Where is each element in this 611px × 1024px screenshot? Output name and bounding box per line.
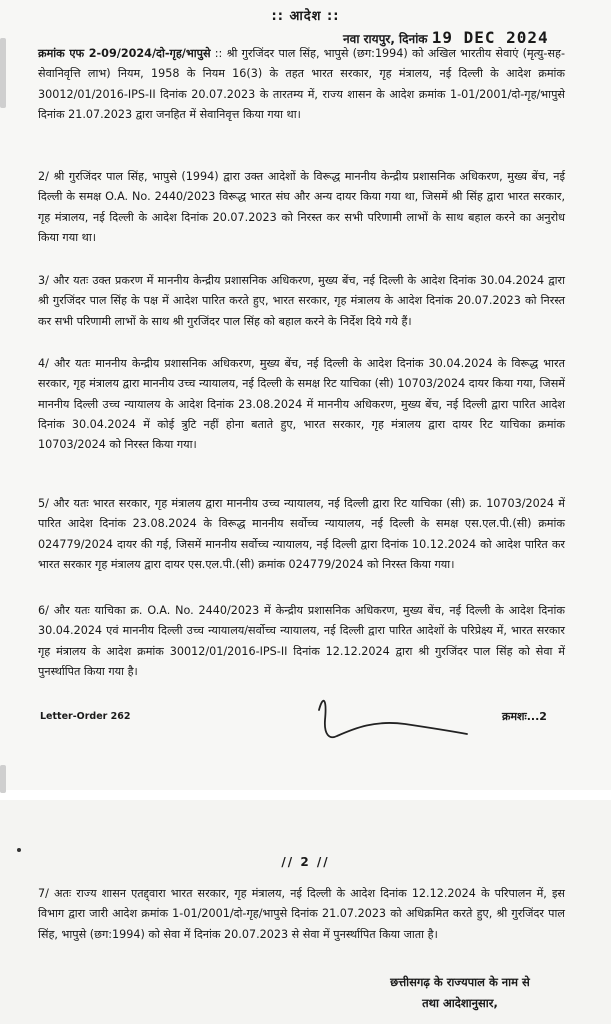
paragraph-2: 2/ श्री गुरजिंदर पाल सिंह, भापुसे (1994) द्वारा उक्त आदेशों के विरूद्ध माननीय केन्द्रीय प्रशासनिक अधिकरण, मुख्य बेंच, नई दिल्ली के समक्ष O.A. No. 2440/2023 विरूद्ध भारत संघ और अन्य दायर किया गया था, जिसमें श्री सिंह द्वारा भारत सरकार, गृह मंत्रालय, नई दिल्ली के आदेश दिनांक 20.07.2023 को निरस्त कर सभी परिणामी लाभों के साथ बहाल करने का अनुरोध किया गया था। bbox=[38, 170, 565, 244]
signoff-line-2: तथा आदेशानुसार, bbox=[422, 996, 498, 1010]
paragraph-6: 6/ और यतः याचिका क्र. O.A. No. 2440/2023 में केन्द्रीय प्रशासनिक अधिकरण, मुख्य बेंच, नई दिल्ली के आदेश दिनांक 30.04.2024 एवं माननीय दिल्ली उच्च न्यायालय/सर्वोच्च न्यायालय, नई दिल्ली द्वारा पारित आदेशों के परिप्रेक्ष्य में, भारत सरकार गृह मंत्रालय के आदेश क्रमांक 30012/01/2016-IPS-II दिनांक 12.12.2024 द्वारा श्री गुरजिंदर पाल सिंह को सेवा में पुनर्स्थापित किया गया है। bbox=[38, 604, 565, 678]
paragraph-3: 3/ और यतः उक्त प्रकरण में माननीय केन्द्रीय प्रशासनिक अधिकरण, मुख्य बेंच, नई दिल्ली के आदेश दिनांक 30.04.2024 द्वारा श्री गुरजिंदर पाल सिंह के पक्ष में आदेश पारित करते हुए, भारत सरकार, गृह मंत्रालय के आदेश दिनांक 20.07.2023 को निरस्त कर सभी परिणामी लाभों के साथ श्री गुरजिंदर पाल सिंह को बहाल करने के निर्देश दिये गये हैं। bbox=[38, 274, 565, 328]
page-number: // 2 // bbox=[281, 855, 330, 869]
scan-edge-mark bbox=[0, 765, 6, 793]
signature bbox=[315, 690, 475, 750]
handwritten-date: 19 DEC 2024 bbox=[431, 28, 549, 47]
page-gap bbox=[0, 790, 611, 800]
paragraph-7: 7/ अतः राज्य शासन एतद्द्वारा भारत सरकार, गृह मंत्रालय, नई दिल्ली के आदेश दिनांक 12.12.2024 के परिपालन में, इस विभाग द्वारा जारी आदेश क्रमांक 1-01/2001/दो-गृह/भापुसे दिनांक 21.07.2023 को अधिक्रमित करते हुए, श्री गुरजिंदर पाल सिंह, भापुसे (छग:1994) को सेवा में दिनांक 20.07.2023 से सेवा में पुनर्स्थापित किया जाता है। bbox=[38, 887, 565, 941]
continued-note: क्रमशः...2 bbox=[502, 710, 547, 723]
order-title: :: आदेश :: bbox=[271, 9, 340, 24]
letter-order-ref: Letter-Order 262 bbox=[40, 711, 131, 722]
order-number: क्रमांक एफ 2-09/2024/दो-गृह/भापुसे bbox=[38, 47, 211, 60]
paragraph-4: 4/ और यतः माननीय केन्द्रीय प्रशासनिक अधिकरण, मुख्य बेंच, नई दिल्ली के आदेश दिनांक 30.04.2024 के विरूद्ध भारत सरकार, गृह मंत्रालय द्वारा माननीय उच्च न्यायालय, नई दिल्ली के समक्ष रिट याचिका (सी) 10703/2024 दायर किया गया, जिसमें माननीय दिल्ली उच्च न्यायालय के आदेश दिनांक 23.08.2024 में माननीय अधिकरण, मुख्य बेंच, नई दिल्ली द्वारा पारित आदेश दिनांक 30.04.2024 में कोई त्रुटि नहीं होना बताते हुए, भारत सरकार, गृह मंत्रालय द्वारा दायर रिट याचिका क्रमांक 10703/2024 को निरस्त किया गया। bbox=[38, 357, 565, 452]
scan-edge-mark bbox=[0, 38, 6, 108]
place-label: नवा रायपुर, दिनांक bbox=[343, 32, 428, 46]
signoff-line-1: छत्तीसगढ़ के राज्यपाल के नाम से bbox=[390, 975, 530, 989]
scan-speck bbox=[17, 848, 21, 852]
paragraph-1: क्रमांक एफ 2-09/2024/दो-गृह/भापुसे :: श्री गुरजिंदर पाल सिंह, भापुसे (छग:1994) को अखिल भारतीय सेवाएं (मृत्यु-सह-सेवानिवृत्ति लाभ) नियम, 1958 के नियम 16(3) के तहत भारत सरकार, गृह मंत्रालय, नई दिल्ली के आदेश क्रमांक 30012/01/2016-IPS-II दिनांक 20.07.2023 के तारतम्य में, राज्य शासन के आदेश क्रमांक 1-01/2001/दो-गृह/भापुसे दिनांक 21.07.2023 द्वारा जनहित में सेवानिवृत्त किया गया था। bbox=[38, 47, 565, 121]
paragraph-5: 5/ और यतः भारत सरकार, गृह मंत्रालय द्वारा माननीय उच्च न्यायालय, नई दिल्ली द्वारा रिट याचिका (सी) क्र. 10703/2024 में पारित आदेश दिनांक 23.08.2024 के विरूद्ध माननीय सर्वोच्च न्यायालय, नई दिल्ली के समक्ष एस.एल.पी.(सी) क्रमांक 024779/2024 दायर की गई, जिसमें माननीय सर्वोच्च न्यायालय, नई दिल्ली द्वारा दिनांक 10.12.2024 को आदेश पारित कर भारत सरकार गृह मंत्रालय द्वारा दायर एस.एल.पी.(सी) क्रमांक 024779/2024 को निरस्त किया गया। bbox=[38, 497, 565, 571]
